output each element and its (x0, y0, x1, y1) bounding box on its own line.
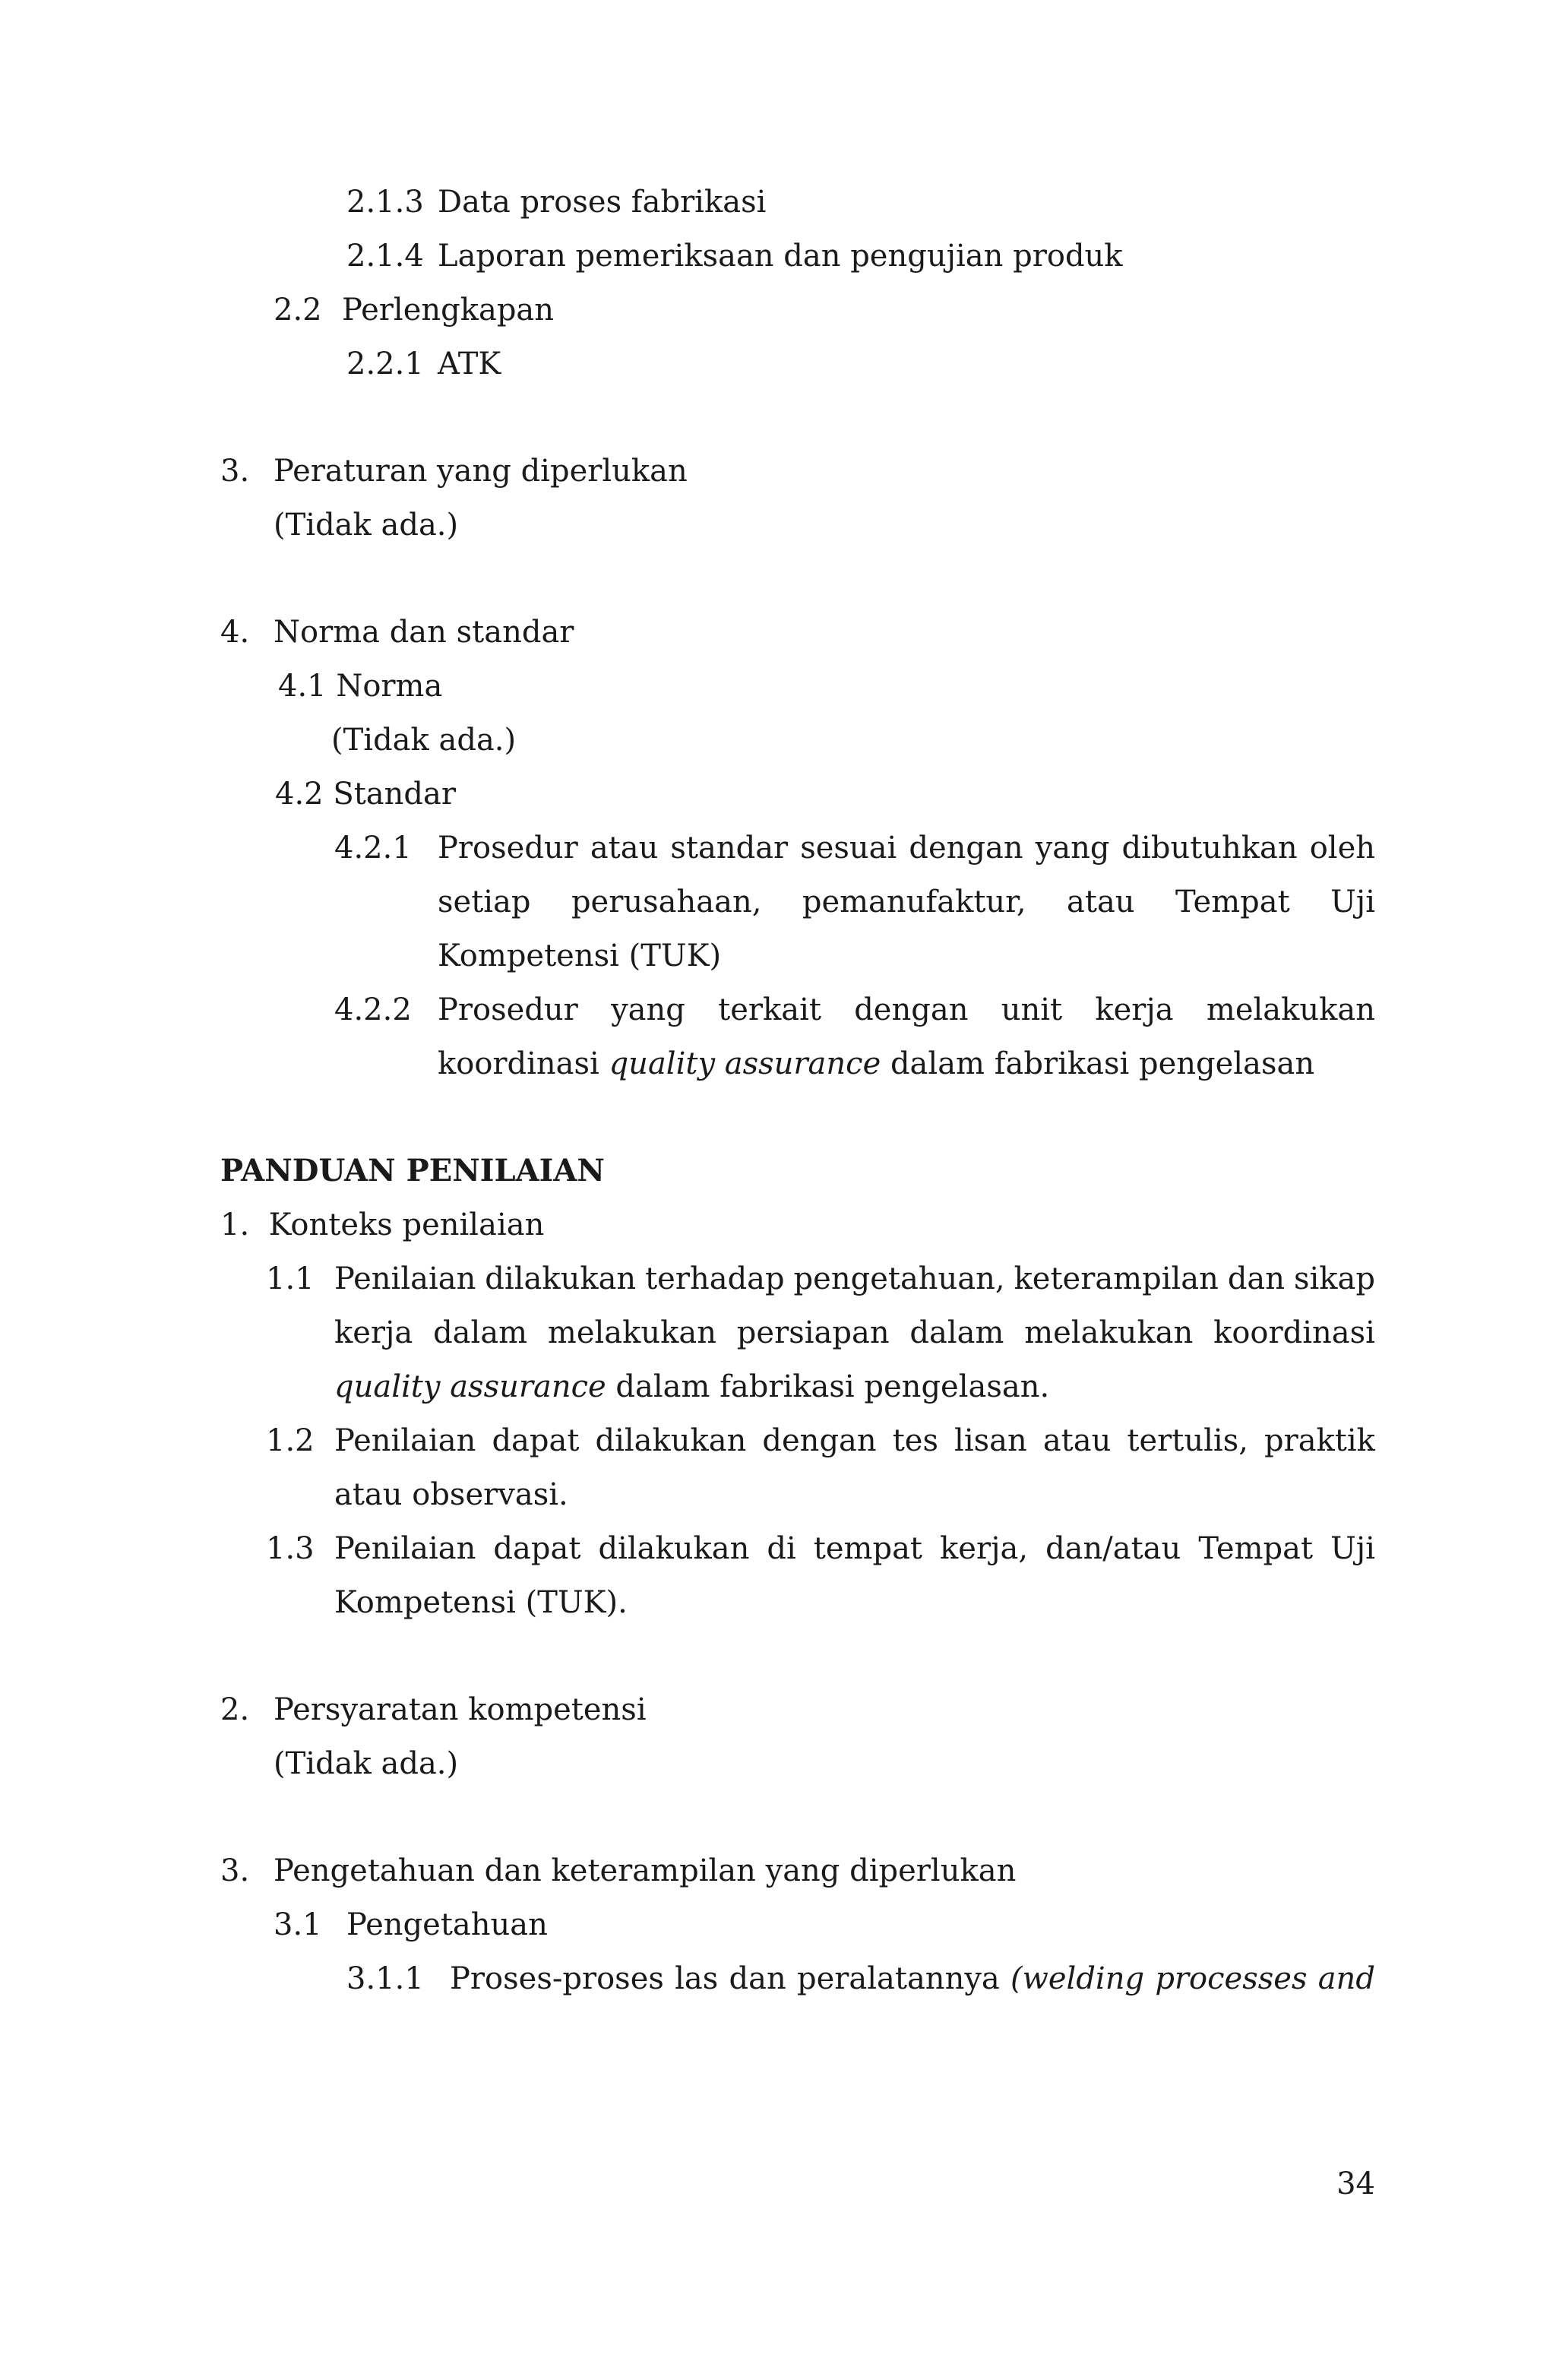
paragraph-line: Penilaian dapat dilakukan dengan tes lisan atau tertulis, praktik (334, 1423, 1375, 1458)
item-text: Data proses fabrikasi (438, 185, 767, 220)
subsection-title: 4.2 Standar (275, 777, 456, 812)
section-note: (Tidak ada.) (274, 1746, 459, 1781)
section-heading: PANDUAN PENILAIAN (220, 1153, 605, 1188)
section-number: 3. (220, 454, 250, 489)
item-number: 2.2.1 (346, 347, 424, 381)
item-number: 4.2.1 (334, 831, 412, 866)
item-number: 1.3 (266, 1531, 315, 1566)
section-number: 2. (220, 1692, 250, 1727)
section-number: 4. (220, 615, 250, 650)
section-title: 1. Konteks penilaian (220, 1207, 545, 1242)
item-number: 2.2 (274, 293, 322, 328)
paragraph-line: Prosedur atau standar sesuai dengan yang dibutuhkan oleh (438, 831, 1375, 866)
paragraph-line: Penilaian dilakukan terhadap pengetahuan, keterampilan dan sikap (334, 1261, 1375, 1296)
section-title: Pengetahuan dan keterampilan yang diperlukan (274, 1853, 1017, 1888)
paragraph-line: Proses-proses las dan peralatannya (welding processes and (450, 1961, 1375, 1996)
section-title: Peraturan yang diperlukan (274, 454, 688, 489)
item-text: Perlengkapan (342, 293, 555, 328)
paragraph-line: Prosedur yang terkait dengan unit kerja melakukan (438, 992, 1375, 1027)
subsection-title: 4.1 Norma (278, 669, 443, 704)
page-number: 34 (1336, 2166, 1375, 2201)
item-text: Pengetahuan (346, 1907, 548, 1942)
item-number: 3.1 (274, 1907, 322, 1942)
paragraph-line: atau observasi. (334, 1477, 568, 1512)
item-text: Laporan pemeriksaan dan pengujian produk (438, 239, 1123, 274)
paragraph-line: setiap perusahaan, pemanufaktur, atau Tempat Uji (438, 885, 1375, 919)
item-number: 1.2 (266, 1423, 315, 1458)
paragraph-line: kerja dalam melakukan persiapan dalam melakukan koordinasi (334, 1315, 1375, 1350)
item-number: 1.1 (266, 1261, 315, 1296)
section-title: Persyaratan kompetensi (274, 1692, 647, 1727)
item-number: 3.1.1 (346, 1961, 424, 1996)
paragraph-line: Penilaian dapat dilakukan di tempat kerja, dan/atau Tempat Uji (334, 1531, 1375, 1566)
section-number: 3. (220, 1853, 250, 1888)
item-text: ATK (438, 347, 501, 381)
paragraph-line: koordinasi quality assurance dalam fabrikasi pengelasan (438, 1046, 1315, 1081)
item-number: 4.2.2 (334, 992, 412, 1027)
item-number: 2.1.4 (346, 239, 424, 274)
item-number: 2.1.3 (346, 185, 424, 220)
paragraph-line: Kompetensi (TUK) (438, 938, 722, 973)
paragraph-line: Kompetensi (TUK). (334, 1585, 628, 1620)
section-title: Norma dan standar (274, 615, 574, 650)
paragraph-line: quality assurance dalam fabrikasi pengelasan. (334, 1369, 1050, 1404)
subsection-note: (Tidak ada.) (331, 723, 517, 758)
section-note: (Tidak ada.) (274, 508, 459, 543)
